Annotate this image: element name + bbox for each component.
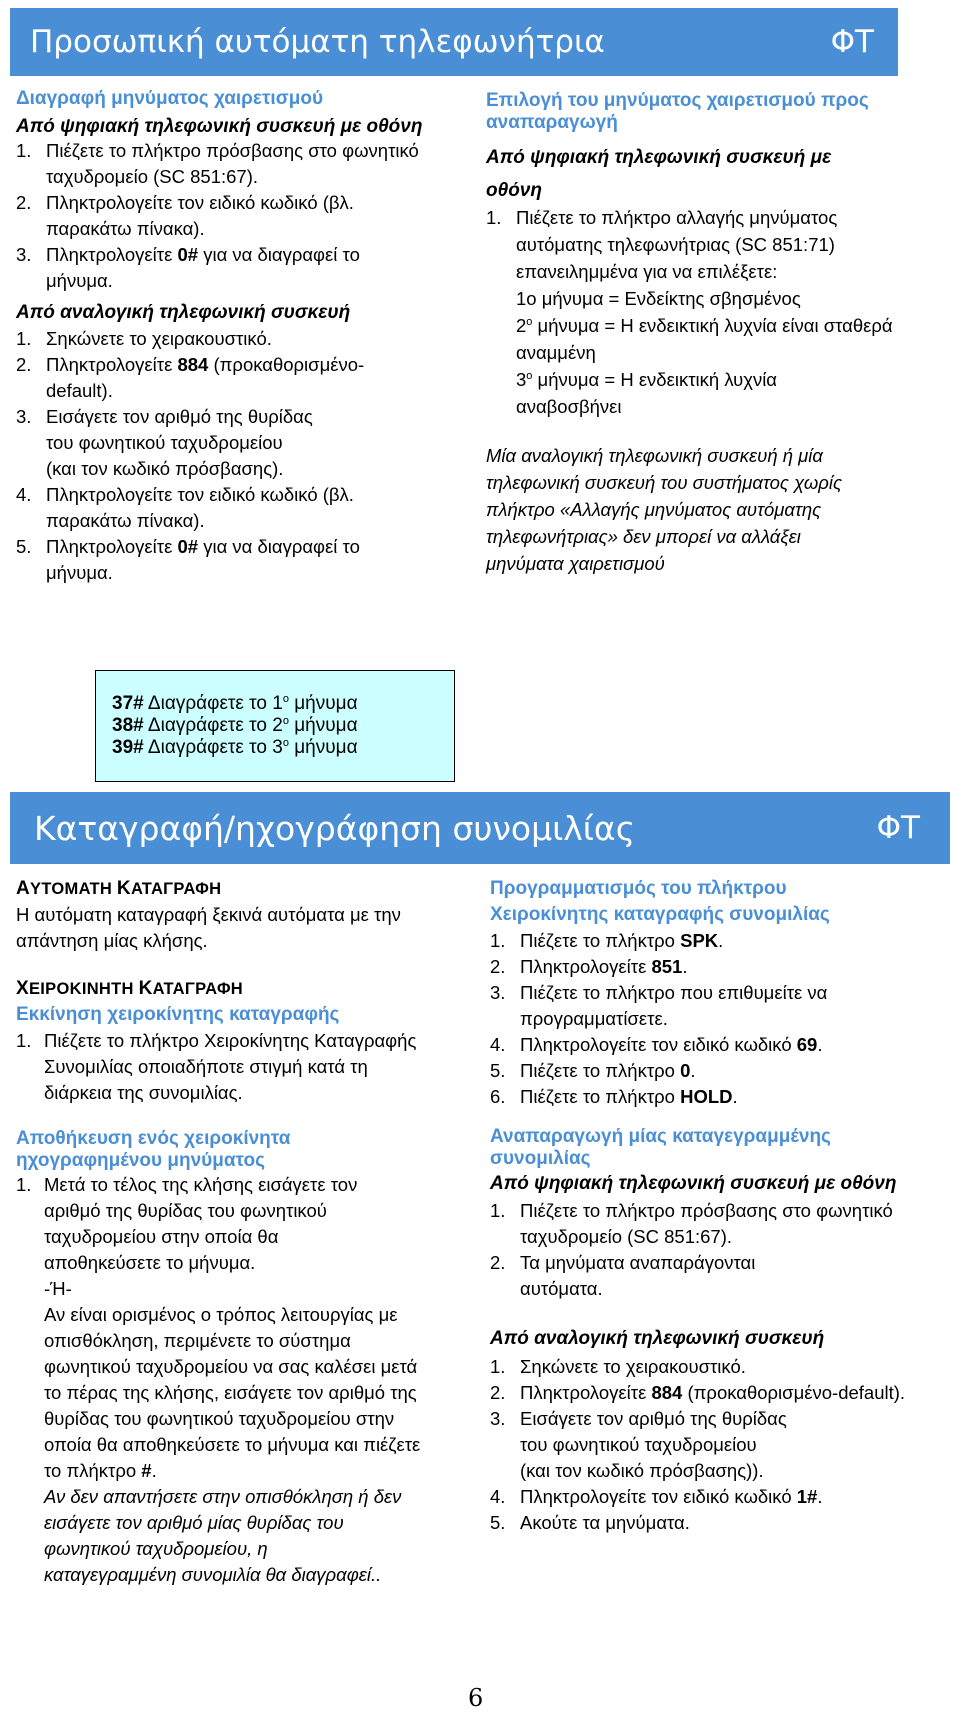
list-item: 1. Σηκώνετε το χειρακουστικό. (16, 328, 272, 349)
digital-phone-subheading: Από ψηφιακή τηλεφωνική συσκευή με οθόνη (16, 116, 423, 137)
list-item: 1. Πιέζετε το πλήκτρο πρόσβασης στο φωνητικό ταχυδρομείο (SC 851:67). (16, 140, 419, 187)
recording-right-column (490, 876, 950, 1536)
analog-limitation-note: Μία αναλογική τηλεφωνική συσκευή ή μία τηλεφωνική συσκευή του συστήματος χωρίς πλήκτρο «Αλλαγής μηνύματος αυτόματης τηλεφωνήτριας» δεν μπορεί να αλλάξει μηνύματα χαιρετισμού (486, 445, 842, 574)
section-title: Καταγραφή/ηχογράφηση συνομιλίας (34, 808, 636, 848)
list-item: 4. Πληκτρολογείτε τον ειδικό κωδικό 1#. (490, 1486, 823, 1507)
list-item: 2. Πληκτρολογείτε 884 (προκαθορισμένο-default). (490, 1382, 906, 1403)
list-item: 6. Πιέζετε το πλήκτρο HOLD. (490, 1086, 738, 1107)
list-item: 1. Μετά το τέλος της κλήσης εισάγετε τον αριθμό της θυρίδας του φωνητικού ταχυδρομείου στην οποία θα αποθηκεύσετε το μήνυμα. -Ή- Αν είναι ορισμένος ο τρόπος λειτουργίας με οπισθόκληση, περιμένετε το σύστημα φωνητικού ταχυδρομείου να σας καλέσει μετά το πέρας της κλήσης, εισάγετε τον αριθμό της θυρίδας του φωνητικού ταχυδρομείου στην οποία θα αποθηκεύσετε το μήνυμα και πιέζετε το πλήκτρο #. Αν δεν απαντήσετε στην οπισθόκληση ή δεν εισάγετε τον αριθμό μίας θυρίδας του φωνητικού ταχυδρομείου, η καταγεγραμμένη συνομιλία θα διαγραφεί.. (16, 1172, 424, 1588)
list-item: 3. Εισάγετε τον αριθμό της θυρίδας του φωνητικού ταχυδρομείου (και τον κωδικό πρόσβασης)). (490, 1408, 787, 1481)
list-item: 2. Πληκτρολογείτε τον ειδικό κωδικό (βλ. παρακάτω πίνακα). (16, 192, 354, 239)
list-item: 4. Πληκτρολογείτε τον ειδικό κωδικό 69. (490, 1034, 823, 1055)
select-greeting-heading: Επιλογή του μηνύματος χαιρετισμού προς αναπαραγωγή (486, 90, 869, 133)
start-manual-heading: Εκκίνηση χειροκίνητης καταγραφής (16, 1004, 340, 1025)
delete-greeting-heading: Διαγραφή μηνύματος χαιρετισμού (16, 88, 323, 109)
digital-phone-subheading: Από ψηφιακή τηλεφωνική συσκευή με οθόνη (490, 1173, 897, 1194)
list-item: 1. Πιέζετε το πλήκτρο πρόσβασης στο φωνητικό ταχυδρομείο (SC 851:67). (490, 1200, 893, 1247)
program-steps-list (490, 928, 950, 1110)
list-item: 2. Πληκτρολογείτε 884 (προκαθορισμένο-default). (16, 354, 365, 401)
list-item: 5. Πληκτρολογείτε 0# για να διαγραφεί το μήνυμα. (16, 536, 360, 583)
digital-phone-subheading: Από ψηφιακή τηλεφωνική συσκευή με (486, 147, 832, 168)
digital-phone-subheading-cont: οθόνη (486, 180, 542, 201)
list-item: 2. Πληκτρολογείτε 851. (490, 956, 688, 977)
auto-recording-heading: ΑΥΤΟΜΑΤΗ ΚΑΤΑΓΡΑΦΗ (16, 878, 222, 899)
playback-heading: Αναπαραγωγή μίας καταγεγραμμένης συνομιλίας (490, 1126, 831, 1169)
list-item: 3. Εισάγετε τον αριθμό της θυρίδας του φωνητικού ταχυδρομείου (και τον κωδικό πρόσβασης). (16, 406, 313, 479)
analog-phone-subheading: Από αναλογική τηλεφωνική συσκευή (490, 1328, 825, 1349)
analog-phone-subheading: Από αναλογική τηλεφωνική συσκευή (16, 302, 351, 323)
delete-greeting-column (16, 88, 426, 586)
list-item: 1. Πιέζετε το πλήκτρο SPK. (490, 930, 724, 951)
section-banner-recording (10, 792, 950, 864)
save-manual-heading: Αποθήκευση ενός χειροκίνητα ηχογραφημένου μηνύματος (16, 1128, 291, 1171)
list-item: 1. Πιέζετε το πλήκτρο αλλαγής μηνύματος αυτόματης τηλεφωνήτριας (SC 851:71) επανειλημμένα για να επιλέξετε: 1ο μήνυμα = Ενδείκτης σβησμένος $2^o$ μήνυμα = Η ενδεικτική λυχνία είναι σταθερά αναμμένη $3^o$ μήνυμα = Η ενδεικτική λυχνία αναβοσβήνει (486, 207, 893, 417)
list-item: 3. Πληκτρολογείτε 0# για να διαγραφεί το μήνυμα. (16, 244, 360, 291)
section-title: Προσωπική αυτόματη τηλεφωνήτρια (30, 24, 605, 60)
analog-steps-list (16, 326, 426, 586)
list-item: 2. Τα μηνύματα αναπαράγονται αυτόματα. (490, 1252, 756, 1299)
section-banner-voicemail (10, 8, 898, 76)
digital-steps-list (16, 138, 426, 294)
page-number: 6 (468, 1684, 484, 1712)
table-row: 39# Διαγράφετε το $3^o$ μήνυμα (112, 737, 358, 758)
manual-recording-heading: ΧΕΙΡΟΚΙΝΗΤΗ ΚΑΤΑΓΡΑΦΗ (16, 978, 244, 999)
playback-digital-steps (490, 1198, 950, 1302)
program-key-heading: Προγραμματισμός του πλήκτρου Χειροκίνητης καταγραφής συνομιλίας (490, 878, 830, 925)
section-code: ΦΤ (830, 24, 874, 60)
section-code: ΦΤ (876, 810, 920, 846)
list-item: 1. Πιέζετε το πλήκτρο Χειροκίνητης Καταγραφής Συνομιλίας οποιαδήποτε στιγμή κατά τη διάρκεια της συνομιλίας. (16, 1030, 417, 1103)
list-item: 5. Ακούτε τα μηνύματα. (490, 1512, 690, 1533)
list-item: 3. Πιέζετε το πλήκτρο που επιθυμείτε να προγραμματίσετε. (490, 982, 828, 1029)
callback-warning: Αν δεν απαντήσετε στην οπισθόκληση ή δεν εισάγετε τον αριθμό μίας θυρίδας του φωνητικού ταχυδρομείου, η καταγεγραμμένη συνομιλία θα διαγραφεί.. (44, 1486, 402, 1585)
list-item: 1. Σηκώνετε το χειρακουστικό. (490, 1356, 746, 1377)
table-row: 38# Διαγράφετε το $2^o$ μήνυμα (112, 715, 358, 736)
delete-codes-table (95, 670, 455, 782)
playback-analog-steps (490, 1354, 950, 1536)
select-greeting-column (486, 90, 906, 577)
list-item: 4. Πληκτρολογείτε τον ειδικό κωδικό (βλ. παρακάτω πίνακα). (16, 484, 354, 531)
recording-left-column (16, 876, 436, 1588)
table-row: 37# Διαγράφετε το $1^o$ μήνυμα (112, 693, 358, 714)
list-item: 5. Πιέζετε το πλήκτρο 0. (490, 1060, 696, 1081)
auto-recording-text: Η αυτόματη καταγραφή ξεκινά αυτόματα με την απάντηση μίας κλήσης. (16, 904, 401, 951)
